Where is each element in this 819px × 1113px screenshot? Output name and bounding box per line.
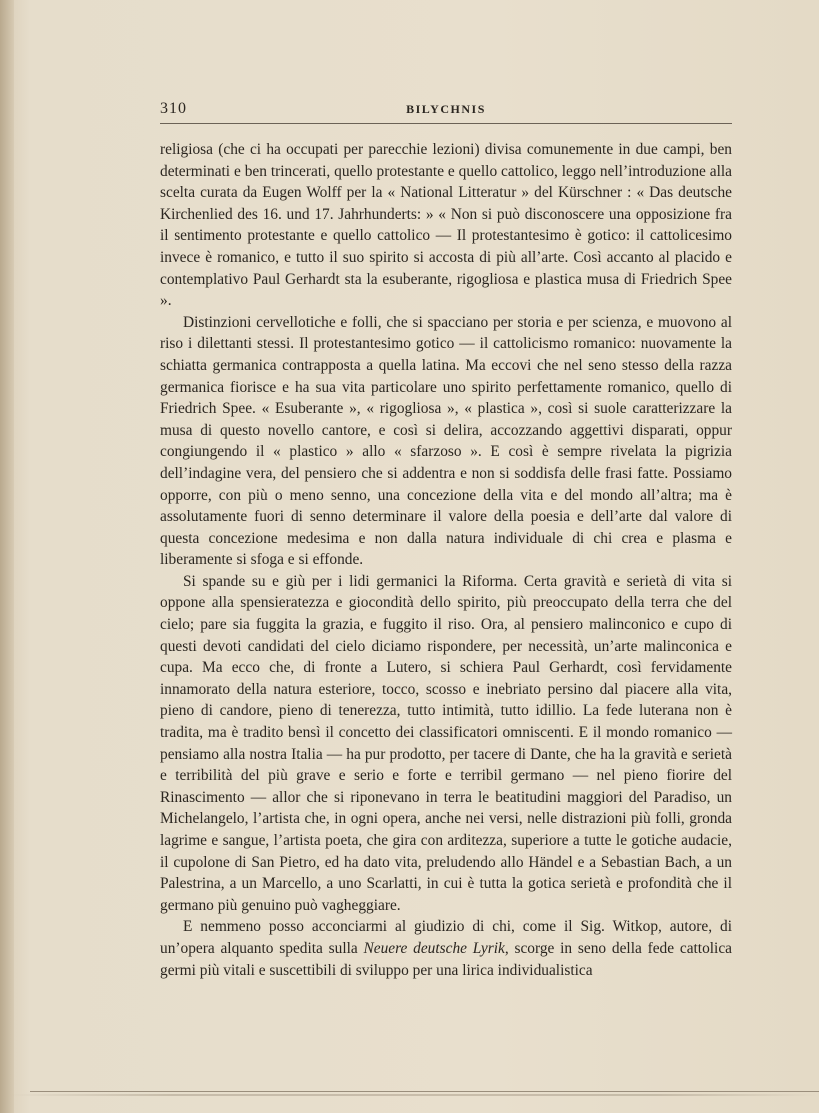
bottom-edge-line: [30, 1091, 819, 1092]
bottom-edge-mark: [10, 1094, 819, 1096]
body-text: [160, 139, 732, 981]
paragraph-4-text-after: , scorge in seno della fede cattolica germi più vitali e suscettibili di sviluppo per una lirica individualistica: [160, 939, 732, 979]
page-spine-shadow: [0, 0, 14, 1113]
paragraph-3: Si spande su e giù per i lidi germanici la Riforma. Certa gravità e serietà di vita si oppone alla spensieratezza e giocondità dello spirito, più preoccupato della terra che del cielo; pare sia fuggita la grazia, e fuggito il riso. Ora, al pensiero malinconico e cupo di questi devoti candidati del cielo diciamo rispondere, per necessità, un’arte malinconica e cupa. Ma ecco che, di fronte a Lutero, si schiera Paul Gerhardt, così fervidamente innamorato della natura esteriore, tocco, scosso e inebriato persino dal piacere alla vita, pieno di candore, pieno di tenerezza, tutto intimità, tutto idillio. La fede luterana non è tradita, ma è tradito bensì il concetto dei classificatori omniscenti. E il mondo romanico — pensiamo alla nostra Italia — ha pur prodotto, per tacere di Dante, che ha la gravità e serietà e terribilità del più grave e serio e forte e terribil germano — nel pieno fiorire del Rinascimento — allor che si riponevano in terra le beatitudini maggiori del Paradiso, un Michelangelo, l’artista che, in ogni opera, anche nei versi, nelle distrazioni più folli, gronda lagrime e sangue, l’artista poeta, che gira con arditezza, superiore a tutte le gotiche audacie, il cupolone di San Pietro, ed ha dato vita, preludendo allo Händel e a Sebastian Bach, a un Palestrina, a un Marcello, a uno Scarlatti, in cui è tutta la gotica serietà e profondità che il germano più genuino può vagheggiare.: [160, 572, 732, 914]
header-rule: [160, 123, 732, 124]
paragraph-2: Distinzioni cervellotiche e folli, che si spacciano per storia e per scienza, e muovono al riso i dilettanti stessi. Il protestantesimo gotico — il cattolicismo romanico: nuovamente la schiatta germanica contrapposta a quella latina. Ma eccovi che nel seno stesso della razza germanica fiorisce e ha sua vita particolare uno spirito perfettamente romanico, quello di Friedrich Spee. « Esuberante », « rigogliosa », « plastica », così si suole caratterizzare la musa di questo novello cantore, e così si delira, accozzando aggettivi disparati, oppur congiungendo il « plastico » allo « sfarzoso ». E così è sempre rivelata la pigrizia dell’indagine vera, del pensiero che si addentra e non si soddisfa delle frasi fatte. Possiamo opporre, con più o meno senno, una concezione della vita e del mondo all’altra; ma è assolutamente fuori di senno determinare il valore della poesia e dell’arte dal valore di questa concezione medesima e non dalla natura individuale di chi crea e plasma e liberamente si sfoga e si effonde.: [160, 313, 732, 569]
paragraph-1: religiosa (che ci ha occupati per parecchie lezioni) divisa comunemente in due campi, ben determinati e ben trincerati, quello protestante e quello cattolico, leggo nell’introduzione alla scelta curata da Eugen Wolff per la « National Litteratur » del Kürschner : « Das deutsche Kirchenlied des 16. und 17. Jahrhunderts: » « Non si può disconoscere una opposizione fra il sentimento protestante e quello cattolico — Il protestantesimo è gotico: il cattolicesimo invece è romanico, e tutto il suo spirito si accosta di più all’arte. Così accanto al placido e contemplativo Paul Gerhardt sta la esuberante, rigogliosa e plastica musa di Friedrich Spee ».: [160, 141, 732, 310]
paragraph-4: [160, 916, 732, 981]
book-title-italic: Neuere deutsche Lyrik: [363, 939, 505, 957]
running-title: BILYCHNIS: [406, 102, 486, 116]
paragraph-4-text-before: E nemmeno posso acconciarmi al giudizio di chi, come il Sig. Witkop, autore, di un’opera alquanto spedita sulla: [160, 918, 732, 957]
page-header: [160, 100, 732, 122]
page-number: 310: [160, 100, 187, 117]
